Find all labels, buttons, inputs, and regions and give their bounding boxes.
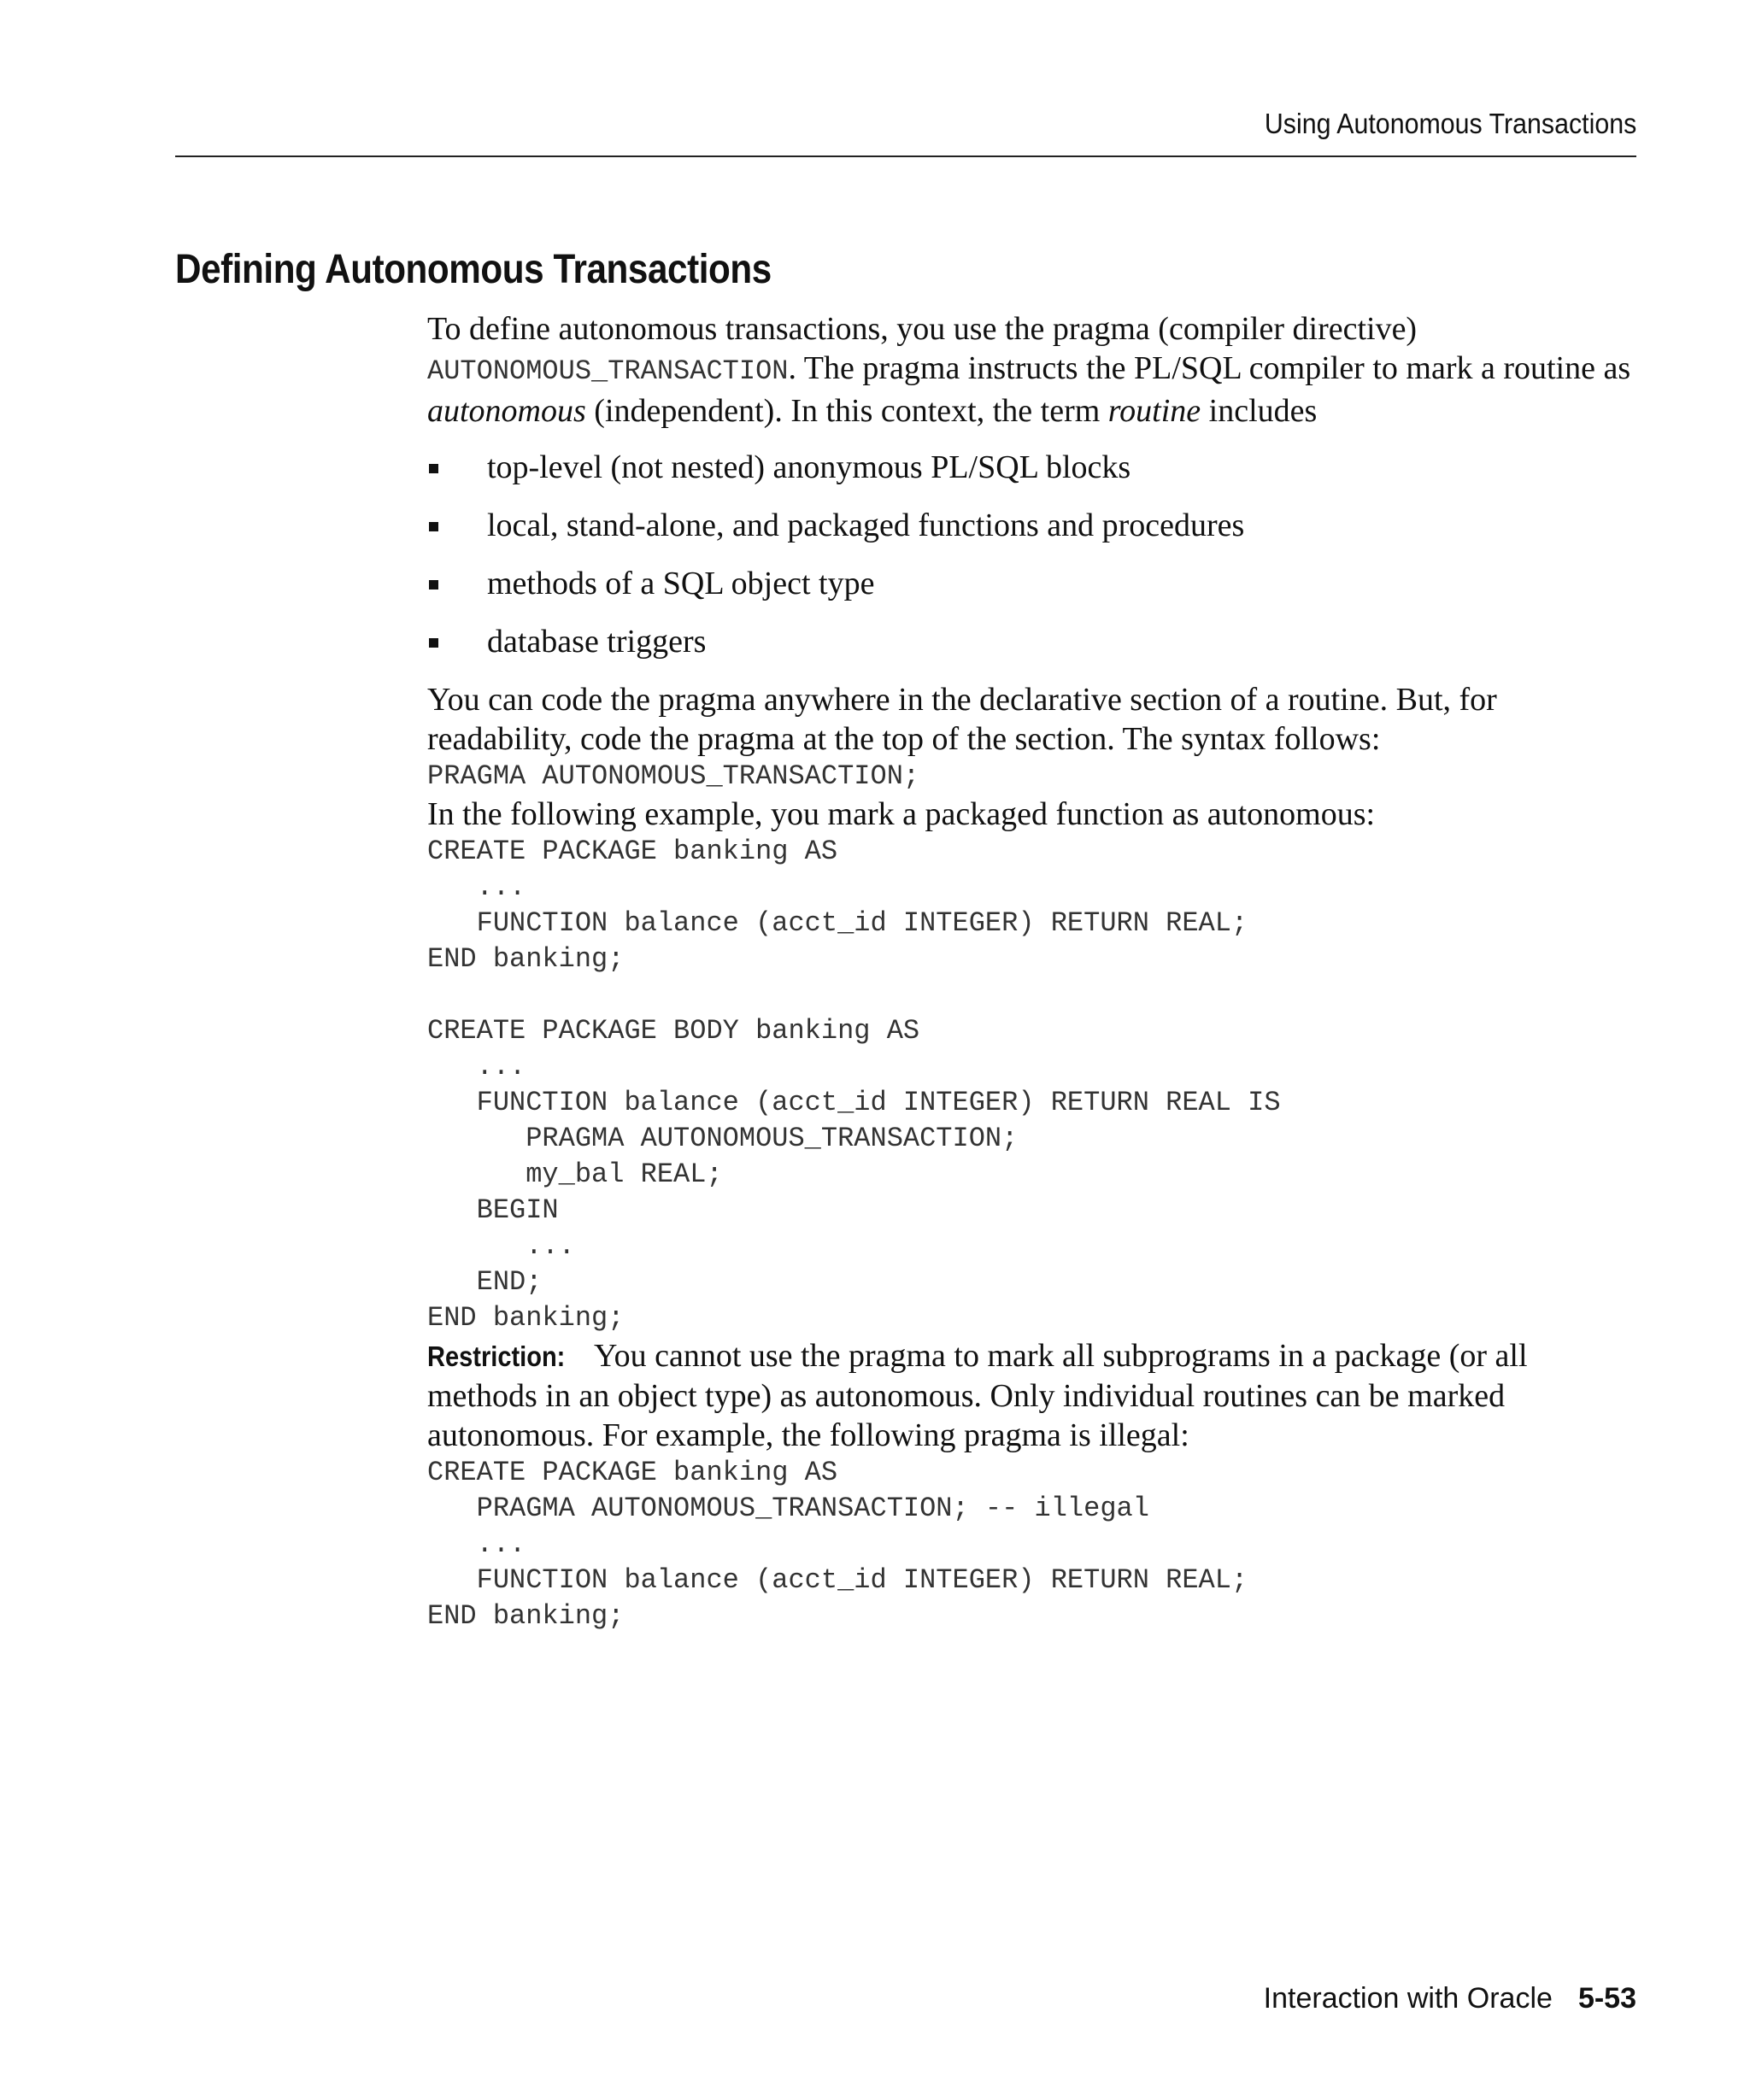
example-code-block: CREATE PACKAGE banking AS ... FUNCTION balance (acct_id INTEGER) RETURN REAL; END banking; CREATE PACKAGE BODY banking AS ... FUNCTION balance (acct_id INTEGER) RETURN REAL IS PRAGMA AUTONOMOUS_TRANSACTION; my_bal REAL; BEGIN ... END; END banking; [427, 836, 1281, 1334]
restriction-label: Restriction: [427, 1340, 566, 1372]
section-title: Defining Autonomous Transactions [175, 247, 772, 292]
running-header: Using Autonomous Transactions [1264, 108, 1636, 139]
intro-text-3: (independent). In this context, the term [585, 393, 1108, 429]
list-item-text: methods of a SQL object type [487, 566, 875, 601]
intro-text-4: includes [1201, 393, 1318, 429]
routine-list [427, 448, 1641, 661]
illegal-example-code-block: CREATE PACKAGE banking AS PRAGMA AUTONOMOUS_TRANSACTION; -- illegal ... FUNCTION balance (acct_id INTEGER) RETURN REAL; END banking; [427, 1457, 1248, 1632]
intro-code: AUTONOMOUS_TRANSACTION [427, 355, 789, 387]
restriction-note [427, 1336, 1641, 1455]
square-bullet-icon [429, 464, 438, 473]
square-bullet-icon [429, 638, 438, 648]
footer-book-title: Interaction with Oracle [1263, 1982, 1553, 2015]
restriction-text: You cannot use the pragma to mark all subprograms in a package (or all methods in an object type) as autonomous. Only individual routines can be marked autonomous. For example, the following pragma is illegal: [427, 1338, 1528, 1453]
header-rule [175, 155, 1636, 157]
list-item [427, 622, 1641, 661]
list-item [427, 564, 1641, 603]
list-item-text: database triggers [487, 624, 707, 660]
section-body [427, 309, 1641, 1634]
list-item-text: top-level (not nested) anonymous PL/SQL blocks [487, 449, 1131, 485]
pragma-placement-paragraph: You can code the pragma anywhere in the declarative section of a routine. But, for readability, code the pragma at the top of the section. The syntax follows: [427, 682, 1497, 757]
intro-text-1: To define autonomous transactions, you use the pragma (compiler directive) [427, 311, 1418, 347]
list-item-text: local, stand-alone, and packaged functions and procedures [487, 507, 1245, 543]
list-item [427, 506, 1641, 545]
square-bullet-icon [429, 522, 438, 531]
example-intro-paragraph: In the following example, you mark a packaged function as autonomous: [427, 796, 1376, 832]
page-number: 5-53 [1577, 1982, 1636, 2015]
intro-text-2: . The pragma instructs the PL/SQL compiler to mark a routine as [788, 350, 1631, 386]
square-bullet-icon [429, 580, 438, 590]
intro-emphasis-autonomous: autonomous [427, 393, 586, 429]
list-item [427, 448, 1641, 487]
page-footer [1264, 1982, 1636, 2015]
syntax-code-block: PRAGMA AUTONOMOUS_TRANSACTION; [427, 760, 920, 792]
intro-emphasis-routine: routine [1107, 393, 1201, 429]
intro-paragraph [427, 309, 1641, 431]
